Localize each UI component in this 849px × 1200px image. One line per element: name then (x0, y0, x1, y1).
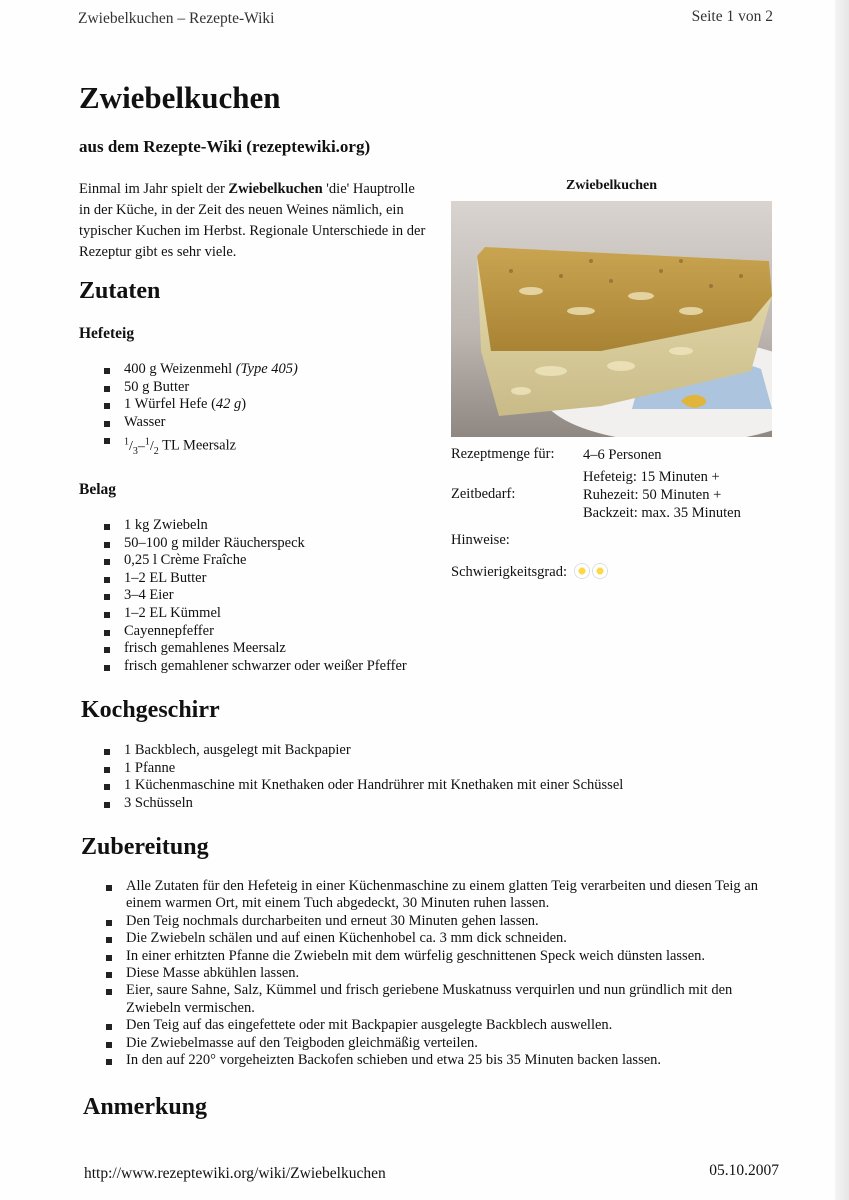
list-item: 1 Küchenmaschine mit Knethaken oder Handrührer mit Knethaken mit einer Schüssel (101, 777, 741, 795)
list-item: Die Zwiebelmasse auf den Teigboden gleichmäßig verteilen. (103, 1035, 768, 1052)
rezeptmenge-value: 4–6 Personen (583, 447, 662, 463)
section-kochgeschirr: Kochgeschirr (81, 697, 220, 723)
section-zubereitung: Zubereitung (81, 834, 209, 860)
list-item: Den Teig auf das eingefettete oder mit Backpapier ausgelegte Backblech auswellen. (103, 1017, 768, 1034)
fraction: $^1/_3-^1/_2$ (124, 436, 159, 457)
schwierigkeit-text: Schwierigkeitsgrad: (451, 564, 567, 580)
infobox-title: Zwiebelkuchen (565, 178, 657, 193)
footer-url: http://www.rezeptewiki.org/wiki/Zwiebelkuchen (84, 1165, 386, 1182)
ingredient-note: 42 g (215, 396, 242, 413)
list-item: 1 kg Zwiebeln (101, 517, 451, 535)
kochgeschirr-list (101, 742, 741, 812)
list-item: 1 Pfanne (101, 760, 741, 778)
zwiebelkuchen-photo (451, 201, 772, 437)
list-item: 1 Backblech, ausgelegt mit Backpapier (101, 742, 741, 760)
rezeptmenge-label: Rezeptmenge für: (451, 446, 555, 462)
belag-list (101, 517, 451, 675)
list-item: In einer erhitzten Pfanne die Zwiebeln mit dem würfelig geschnittenen Speck weich dünsten lassen. (103, 948, 768, 965)
page-header-title: Zwiebelkuchen – Rezepte-Wiki (78, 10, 275, 27)
schwierigkeit-label (451, 564, 607, 581)
list-item: 50 g Butter (101, 379, 431, 397)
list-item: In den auf 220° vorgeheizten Backofen schieben und etwa 25 bis 35 Minuten backen lassen. (103, 1052, 768, 1069)
subsection-hefeteig: Hefeteig (79, 325, 135, 342)
egg-icon (593, 564, 607, 578)
subsection-belag: Belag (79, 481, 117, 498)
zeit-backzeit: Backzeit: max. 35 Minuten (583, 505, 741, 521)
list-item: frisch gemahlener schwarzer oder weißer Pfeffer (101, 658, 451, 676)
list-item: Eier, saure Sahne, Salz, Kümmel und frisch geriebene Muskatnuss verquirlen und nun gründlich mit den Zwiebeln vermischen. (103, 982, 768, 1017)
zeit-hefeteig: Hefeteig: 15 Minuten + (583, 469, 720, 485)
ingredient-text: TL Meersalz (158, 438, 237, 455)
list-item: Diese Masse abkühlen lassen. (103, 965, 768, 982)
list-item (101, 396, 431, 414)
footer-date: 05.10.2007 (709, 1162, 779, 1179)
list-item (101, 431, 431, 460)
intro-text-end: 'die' Hauptrolle in der Küche, in der Zeit des neuen Weines nämlich, ein typischer Kuchen im Herbst. Regionale Unterschiede in der Rezeptur gibt es sehr viele. (79, 181, 426, 260)
scan-edge (835, 0, 849, 1200)
list-item: Den Teig nochmals durcharbeiten und erneut 30 Minuten gehen lassen. (103, 913, 768, 930)
ingredient-text: 400 g Weizenmehl (124, 361, 236, 377)
fraction-denominator: 3 (132, 445, 138, 457)
fraction-numerator: 1 (144, 436, 150, 448)
list-item: 3 Schüsseln (101, 795, 741, 813)
fraction-numerator: 1 (124, 436, 129, 448)
list-item: 0,25 l Crème Fraîche (101, 552, 451, 570)
hefeteig-list (101, 361, 431, 460)
zubereitung-list (103, 878, 768, 1069)
list-item: Cayennepfeffer (101, 623, 451, 641)
list-item: 1–2 EL Kümmel (101, 605, 451, 623)
ingredient-text-end: ) (241, 396, 247, 413)
subtitle: aus dem Rezepte-Wiki (rezeptewiki.org) (79, 137, 371, 156)
fraction-denominator: 2 (153, 445, 159, 457)
section-zutaten: Zutaten (79, 278, 161, 304)
zeitbedarf-value (583, 468, 741, 522)
list-item: 3–4 Eier (101, 587, 451, 605)
page-number: Seite 1 von 2 (691, 8, 773, 25)
page-title: Zwiebelkuchen (79, 80, 281, 115)
list-item (101, 361, 431, 379)
ingredient-note: (Type 405) (235, 361, 298, 377)
zeitbedarf-label: Zeitbedarf: (451, 486, 516, 502)
list-item: 1–2 EL Butter (101, 570, 451, 588)
ingredient-text: 1 Würfel Hefe ( (124, 396, 216, 413)
hinweise-label: Hinweise: (451, 532, 510, 548)
list-item: Alle Zutaten für den Hefeteig in einer Küchenmaschine zu einem glatten Teig verarbeiten und diesen Teig an einem warmen Ort, mit einem Tuch abgedeckt, 30 Minuten ruhen lassen. (103, 878, 768, 913)
list-item: 50–100 g milder Räucherspeck (101, 535, 451, 553)
intro-bold-term: Zwiebelkuchen (228, 181, 323, 197)
zeit-ruhezeit: Ruhezeit: 50 Minuten + (583, 487, 722, 503)
fraction-dash: – (137, 439, 145, 455)
list-item: frisch gemahlenes Meersalz (101, 640, 451, 658)
intro-text-start: Einmal im Jahr spielt der (79, 181, 229, 197)
list-item: Die Zwiebeln schälen und auf einen Küchenhobel ca. 3 mm dick schneiden. (103, 930, 768, 947)
egg-icon (575, 564, 589, 578)
section-anmerkung: Anmerkung (83, 1094, 208, 1120)
intro-paragraph (79, 179, 429, 263)
list-item: Wasser (101, 414, 431, 432)
